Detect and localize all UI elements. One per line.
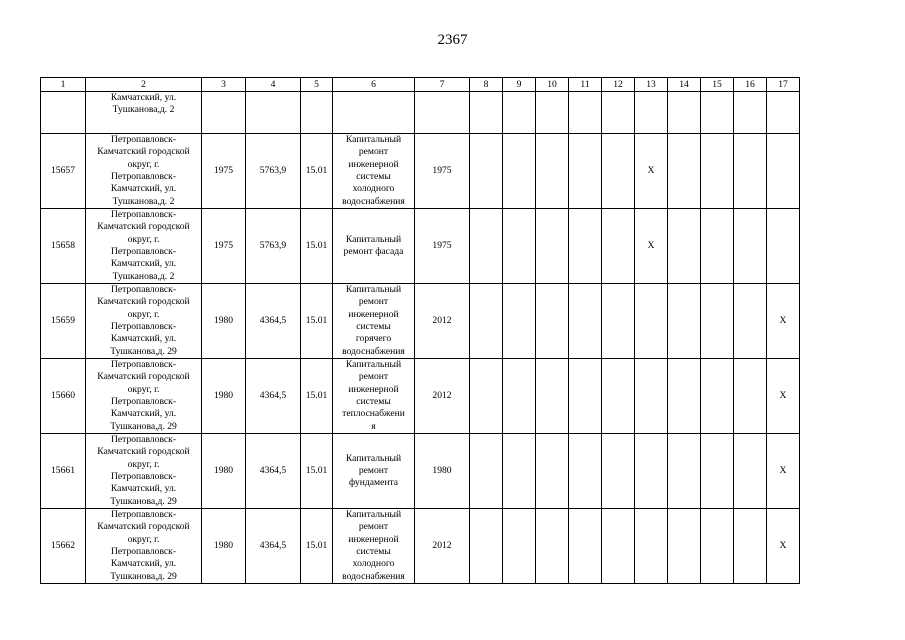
mark-cell <box>767 134 800 209</box>
mark-cell <box>701 134 734 209</box>
code-cell: 15.01 <box>301 284 333 359</box>
column-header: 4 <box>246 78 301 92</box>
table-row <box>41 509 800 584</box>
column-header: 10 <box>536 78 569 92</box>
mark-cell <box>635 509 668 584</box>
address-cell: Камчатский, ул. Тушканова,д. 2 <box>86 92 202 134</box>
mark-cell <box>635 434 668 509</box>
mark-cell <box>734 284 767 359</box>
mark-cell <box>503 284 536 359</box>
mark-cell <box>569 434 602 509</box>
mark-cell <box>503 209 536 284</box>
table-row <box>41 284 800 359</box>
mark-cell <box>503 134 536 209</box>
mark-cell <box>767 209 800 284</box>
mark-cell: X <box>635 134 668 209</box>
empty-cell <box>470 92 503 134</box>
table-row <box>41 434 800 509</box>
mark-cell <box>602 434 635 509</box>
id-cell: 15661 <box>41 434 86 509</box>
year-cell: 1975 <box>415 209 470 284</box>
year-built-cell: 1980 <box>202 434 246 509</box>
year-built-cell: 1975 <box>202 209 246 284</box>
mark-cell <box>668 284 701 359</box>
mark-cell <box>734 434 767 509</box>
mark-cell <box>569 284 602 359</box>
table-row <box>41 359 800 434</box>
work-type-cell: Капитальный ремонт фундамента <box>333 434 415 509</box>
address-cell: Петропавловск- Камчатский городской округ, г. Петропавловск- Камчатский, ул. Тушканова,д. 2 <box>86 134 202 209</box>
mark-cell <box>536 284 569 359</box>
registry-table <box>40 77 800 584</box>
year-cell: 1980 <box>415 434 470 509</box>
column-header: 17 <box>767 78 800 92</box>
column-header: 15 <box>701 78 734 92</box>
area-cell: 4364,5 <box>246 284 301 359</box>
id-cell: 15660 <box>41 359 86 434</box>
mark-cell <box>569 359 602 434</box>
mark-cell <box>503 509 536 584</box>
area-cell: 5763,9 <box>246 134 301 209</box>
address-cell: Петропавловск- Камчатский городской округ, г. Петропавловск- Камчатский, ул. Тушканова,д. 29 <box>86 509 202 584</box>
empty-cell <box>569 92 602 134</box>
year-built-cell: 1980 <box>202 284 246 359</box>
empty-cell <box>635 92 668 134</box>
empty-cell <box>536 92 569 134</box>
mark-cell: X <box>767 284 800 359</box>
column-header: 1 <box>41 78 86 92</box>
mark-cell <box>536 209 569 284</box>
mark-cell <box>602 509 635 584</box>
empty-cell <box>668 92 701 134</box>
table-row <box>41 209 800 284</box>
empty-cell <box>246 92 301 134</box>
table-row <box>41 134 800 209</box>
empty-cell <box>734 92 767 134</box>
mark-cell <box>602 209 635 284</box>
mark-cell: X <box>635 209 668 284</box>
work-type-cell: Капитальный ремонт инженерной системы холодного водоснабжения <box>333 509 415 584</box>
mark-cell: X <box>767 434 800 509</box>
address-cell: Петропавловск- Камчатский городской округ, г. Петропавловск- Камчатский, ул. Тушканова,д. 29 <box>86 284 202 359</box>
column-header: 11 <box>569 78 602 92</box>
column-header: 2 <box>86 78 202 92</box>
mark-cell <box>569 509 602 584</box>
work-type-cell: Капитальный ремонт фасада <box>333 209 415 284</box>
column-header: 9 <box>503 78 536 92</box>
empty-cell <box>701 92 734 134</box>
mark-cell <box>668 509 701 584</box>
empty-cell <box>767 92 800 134</box>
year-built-cell: 1980 <box>202 359 246 434</box>
work-type-cell: Капитальный ремонт инженерной системы теплоснабжени я <box>333 359 415 434</box>
code-cell: 15.01 <box>301 434 333 509</box>
area-cell: 4364,5 <box>246 434 301 509</box>
address-cell: Петропавловск- Камчатский городской округ, г. Петропавловск- Камчатский, ул. Тушканова,д. 29 <box>86 359 202 434</box>
mark-cell <box>701 359 734 434</box>
mark-cell <box>701 284 734 359</box>
mark-cell <box>734 209 767 284</box>
mark-cell: X <box>767 359 800 434</box>
mark-cell: X <box>767 509 800 584</box>
mark-cell <box>668 434 701 509</box>
area-cell: 4364,5 <box>246 359 301 434</box>
code-cell: 15.01 <box>301 359 333 434</box>
mark-cell <box>569 134 602 209</box>
column-number-row <box>41 78 800 92</box>
id-cell: 15657 <box>41 134 86 209</box>
mark-cell <box>536 359 569 434</box>
work-type-cell: Капитальный ремонт инженерной системы холодного водоснабжения <box>333 134 415 209</box>
mark-cell <box>470 209 503 284</box>
empty-cell <box>301 92 333 134</box>
code-cell: 15.01 <box>301 509 333 584</box>
empty-cell <box>503 92 536 134</box>
column-header: 12 <box>602 78 635 92</box>
mark-cell <box>734 509 767 584</box>
column-header: 5 <box>301 78 333 92</box>
mark-cell <box>668 134 701 209</box>
year-cell: 1975 <box>415 134 470 209</box>
year-built-cell: 1975 <box>202 134 246 209</box>
mark-cell <box>602 134 635 209</box>
mark-cell <box>734 134 767 209</box>
mark-cell <box>701 434 734 509</box>
column-header: 8 <box>470 78 503 92</box>
area-cell: 5763,9 <box>246 209 301 284</box>
id-cell: 15659 <box>41 284 86 359</box>
mark-cell <box>536 509 569 584</box>
address-cell: Петропавловск- Камчатский городской округ, г. Петропавловск- Камчатский, ул. Тушканова,д. 2 <box>86 209 202 284</box>
mark-cell <box>536 434 569 509</box>
work-type-cell: Капитальный ремонт инженерной системы горячего водоснабжения <box>333 284 415 359</box>
year-cell: 2012 <box>415 509 470 584</box>
column-header: 6 <box>333 78 415 92</box>
empty-cell <box>602 92 635 134</box>
id-cell <box>41 92 86 134</box>
code-cell: 15.01 <box>301 134 333 209</box>
mark-cell <box>470 359 503 434</box>
mark-cell <box>569 209 602 284</box>
mark-cell <box>503 434 536 509</box>
empty-cell <box>333 92 415 134</box>
mark-cell <box>602 359 635 434</box>
mark-cell <box>635 359 668 434</box>
id-cell: 15658 <box>41 209 86 284</box>
empty-cell <box>415 92 470 134</box>
area-cell: 4364,5 <box>246 509 301 584</box>
column-header: 7 <box>415 78 470 92</box>
mark-cell <box>470 284 503 359</box>
code-cell: 15.01 <box>301 209 333 284</box>
address-cell: Петропавловск- Камчатский городской округ, г. Петропавловск- Камчатский, ул. Тушканова,д. 29 <box>86 434 202 509</box>
continuation-row <box>41 92 800 134</box>
empty-cell <box>202 92 246 134</box>
year-cell: 2012 <box>415 284 470 359</box>
mark-cell <box>470 434 503 509</box>
mark-cell <box>503 359 536 434</box>
column-header: 14 <box>668 78 701 92</box>
mark-cell <box>668 209 701 284</box>
column-header: 13 <box>635 78 668 92</box>
year-built-cell: 1980 <box>202 509 246 584</box>
year-cell: 2012 <box>415 359 470 434</box>
column-header: 3 <box>202 78 246 92</box>
column-header: 16 <box>734 78 767 92</box>
id-cell: 15662 <box>41 509 86 584</box>
page-number: 2367 <box>437 32 468 48</box>
mark-cell <box>701 509 734 584</box>
mark-cell <box>536 134 569 209</box>
mark-cell <box>668 359 701 434</box>
mark-cell <box>734 359 767 434</box>
mark-cell <box>602 284 635 359</box>
mark-cell <box>470 509 503 584</box>
mark-cell <box>701 209 734 284</box>
mark-cell <box>635 284 668 359</box>
mark-cell <box>470 134 503 209</box>
